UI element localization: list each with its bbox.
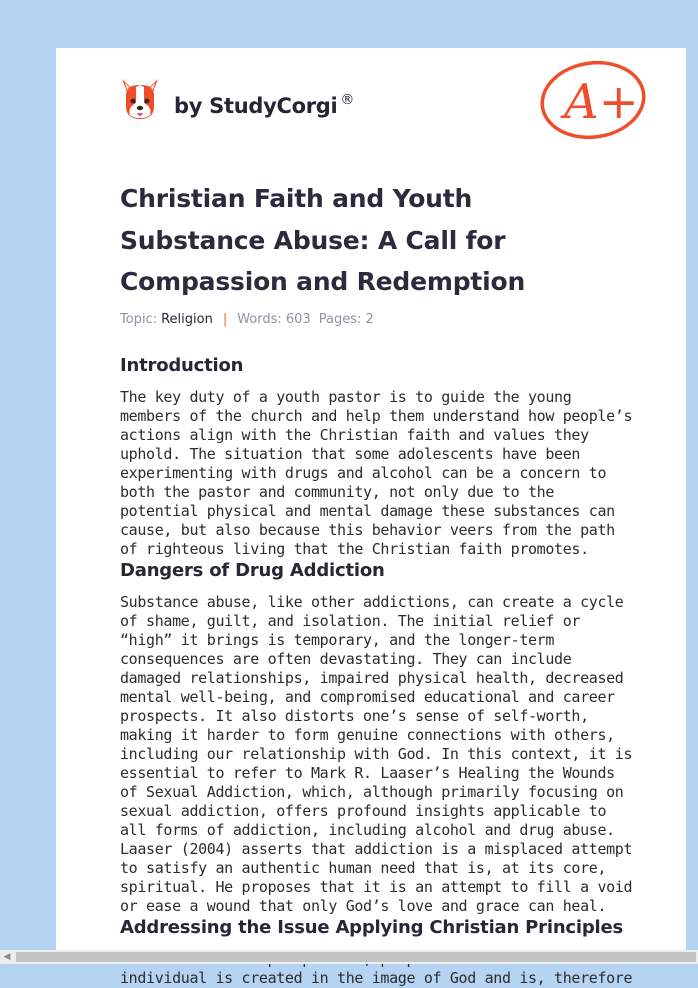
section-body-addressing: individual is created in the image of God and is, therefore xyxy=(120,969,633,987)
grade-badge xyxy=(538,58,648,146)
brand-header[interactable] xyxy=(120,76,354,122)
topic-link[interactable]: Religion xyxy=(161,312,213,327)
document-body xyxy=(120,354,636,988)
document-meta xyxy=(120,312,374,327)
section-body-dangers: Substance abuse, like other addictions, can create a cycle of shame, guilt, and isolation. The initial relief or “high” it brings is temporary, and the longer-term consequences are often devastating. They can include damaged relationships, impaired physical health, decreased mental well-being, and compromised educational and career prospects. It also distorts one’s sense of self-worth, making it harder to form genuine connections with others, including our relationship with God. In this context, it is essential to refer to Mark R. Laaser’s Healing the Wounds of Sexual Addiction, which, although primarily focusing on sexual addiction, offers profound insights applicable to all forms of addiction, including alcohol and drug abuse. Laaser (2004) asserts that addiction is a misplaced attempt to satisfy an authentic human need that is, at its core, spiritual. He proposes that it is an attempt to fill a void or ease a wound that only God’s love and grace can heal. xyxy=(120,593,633,915)
brand-name: by StudyCorgi ® xyxy=(174,92,355,118)
scroll-left-icon[interactable]: ◀ xyxy=(3,952,11,962)
section-heading-dangers: Dangers of Drug Addiction xyxy=(120,560,385,581)
section-heading-introduction: Introduction xyxy=(120,355,244,376)
page-title: Christian Faith and Youth Substance Abuse: A Call for Compassion and Redemption xyxy=(120,184,526,296)
corgi-icon xyxy=(120,77,160,121)
section-heading-addressing: Addressing the Issue Applying Christian Principles xyxy=(120,917,624,938)
words-count: Words: 603 xyxy=(237,312,311,327)
scrollbar-thumb[interactable] xyxy=(16,952,696,962)
topic-label: Topic: xyxy=(120,312,158,327)
grade-text: A+ xyxy=(564,74,639,130)
pages-count: Pages: 2 xyxy=(318,312,374,327)
horizontal-scrollbar[interactable] xyxy=(0,950,698,964)
meta-separator: | xyxy=(222,312,228,327)
document-page xyxy=(56,48,686,987)
section-body-introduction: The key duty of a youth pastor is to guide the young members of the church and help them understand how people’s actions align with the Christian faith and values they uphold. The situation that some adolescents have been experimenting with drugs and alcohol can be a concern to both the pastor and community, not only due to the potential physical and mental damage these substances can cause, but also because this behavior veers from the path of righteous living that the Christian faith promotes. xyxy=(120,388,633,558)
registered-mark: ® xyxy=(340,92,355,108)
